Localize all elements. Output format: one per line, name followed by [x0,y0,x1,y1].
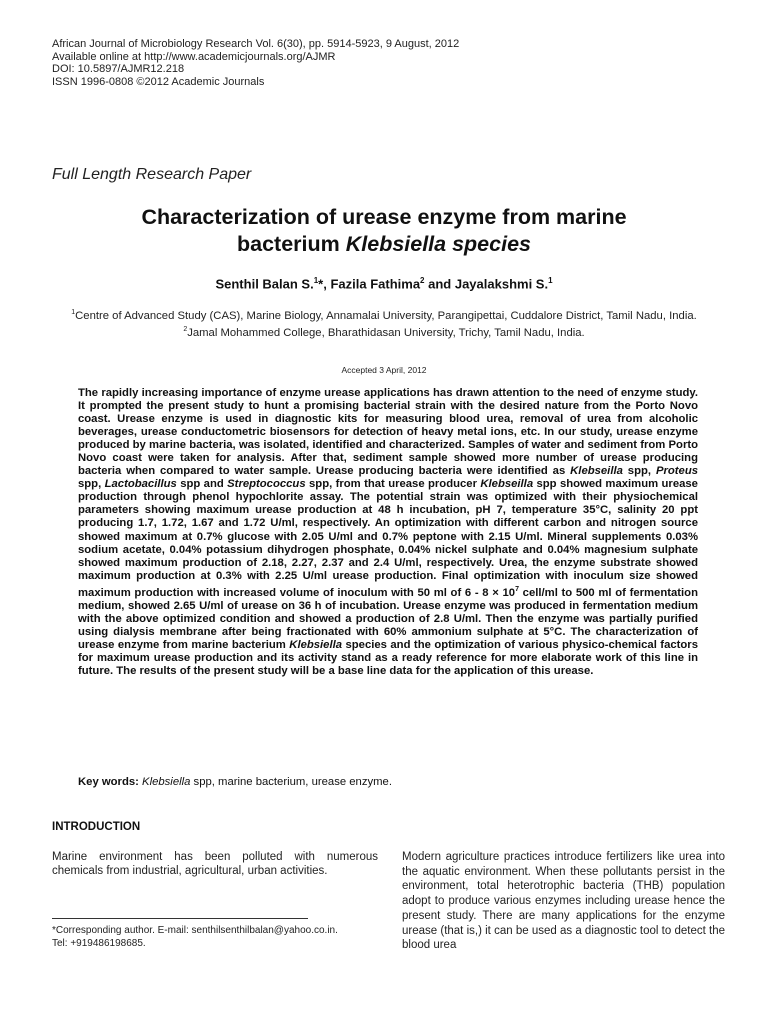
affiliation-1: $^1$Centre of Advanced Study (CAS), Marine Biology, Annamalai University, Parangipettai, Cuddalore District, Tamil Nadu, India. [71,309,697,322]
footnote-divider [52,918,308,919]
corresponding-author-email: *Corresponding author. E-mail: senthilsenthilbalan@yahoo.co.in. [52,925,338,936]
affiliation-2: $^2$Jamal Mohammed College, Bharathidasan University, Trichy, Tamil Nadu, India. [183,326,585,340]
intro-left-column: Marine environment has been polluted with numerous chemicals from industrial, agricultural, urban activities. [52,851,378,877]
paper-type: Full Length Research Paper [52,166,252,183]
keywords: Key words: Klebsiella spp, marine bacterium, urease enzyme. [78,776,392,788]
keywords-label: Key words: [78,776,139,788]
journal-url: Available online at http://www.academicjournals.org/AJMR [52,50,336,63]
accepted-date: Accepted 3 April, 2012 [341,365,427,375]
paper-title [40,204,728,258]
journal-doi: DOI: 10.5897/AJMR12.218 [52,63,185,75]
abstract: The rapidly increasing importance of enzyme urease applications has drawn attention to the need of enzyme study. It prompted the present study to hunt a promising bacterial strain with the desired nature from the Porto Novo coast. Urease enzyme is used in diagnostic kits for measuring blood urea, removal of urea from alcoholic beverages, urease conductometric biosensors for detection of heavy metal ions, etc. In our study, urease enzyme produced by marine bacteria, was isolated, identified and characterized. Samples of water and sediment from Porto Novo coast were taken for analysis. After that, sediment sample showed more number of urease producing bacteria when compared to water sample. Urease producing bacteria were identified as Klebseilla spp, Proteus spp, Lactobacillus spp and Streptococcus spp, from that urease producer Klebseilla spp showed maximum urease production through phenol hypochlorite assay. The potential strain was optimized with their physiochemical parameters showing maximum urease production at 48 h incubation, pH 7, temperature 35°C, salinity 20 ppt producing 1.7, 1.72, 1.67 and 1.72 U/ml, respectively. An optimization with different carbon and nitrogen source showed maximum at 0.7% glucose with 2.05 U/ml and 0.7% peptone with 2.15 U/ml. Mineral supplements 0.03% sodium acetate, 0.04% potassium dihydrogen phosphate, 0.04% nickel sulphate and 0.04% magnesium sulphate showed maximum production of 2.18, 2.27, 2.37 and 2.4 U/ml, respectively. Urea, the enzyme substrate showed maximum production at 0.3% with 2.25 U/ml urease production. Final optimization with inoculum size showed maximum production with increased volume of inoculum with 50 ml of $6 - 8 \times 10^7$ cell/ml to 500 ml of fermentation medium, showed 2.65 U/ml of urease on 36 h of incubation. Urease enzyme was produced in fermentation medium with the above optimized condition and showed a production of 2.8 U/ml. Then the enzyme was partially purified using dialysis membrane after being fractionated with 60% ammonium sulphate at 5°C. The characterization of urease enzyme from marine bacterium Klebsiella species and the optimization of various physico-chemical factors for maximum urease production and its activity stand as a ready reference for more elaborate work of this line in future. The results of the present study will be a base line data for the application of this urease. [78,387,698,677]
journal-header [52,38,459,88]
footnote [52,924,382,950]
section-heading-introduction: INTRODUCTION [52,821,141,833]
title-line-1: Characterization of urease enzyme from marine [141,205,627,229]
corresponding-author-phone: Tel: +919486198685. [52,938,146,949]
intro-right-column: Modern agriculture practices introduce fertilizers like urea into the aquatic environment. When these pollutants persist in the environment, total heterotrophic bacteria (THB) population adopt to produce various enzymes including urease hence the present study. There are many applications for the enzyme urease (that is,) it can be used as a diagnostic tool to detect the blood urea [402,851,725,952]
author-1: Senthil Balan S. [215,276,314,292]
affiliations [50,306,718,341]
journal-citation: African Journal of Microbiology Research Vol. 6(30), pp. 5914-5923, 9 August, 2012 [52,38,460,50]
author-2: Fazila Fathima [330,276,421,292]
title-line-2: bacterium Klebsiella species [237,232,531,256]
title-species: Klebsiella species [345,232,531,256]
journal-issn: ISSN 1996-0808 ©2012 Academic Journals [52,75,265,88]
author-3: Jayalakshmi S. [454,276,549,292]
author-list: Senthil Balan S.$^1$*, Fazila Fathima$^2$ and Jayalakshmi S.$^1$ [215,276,553,292]
